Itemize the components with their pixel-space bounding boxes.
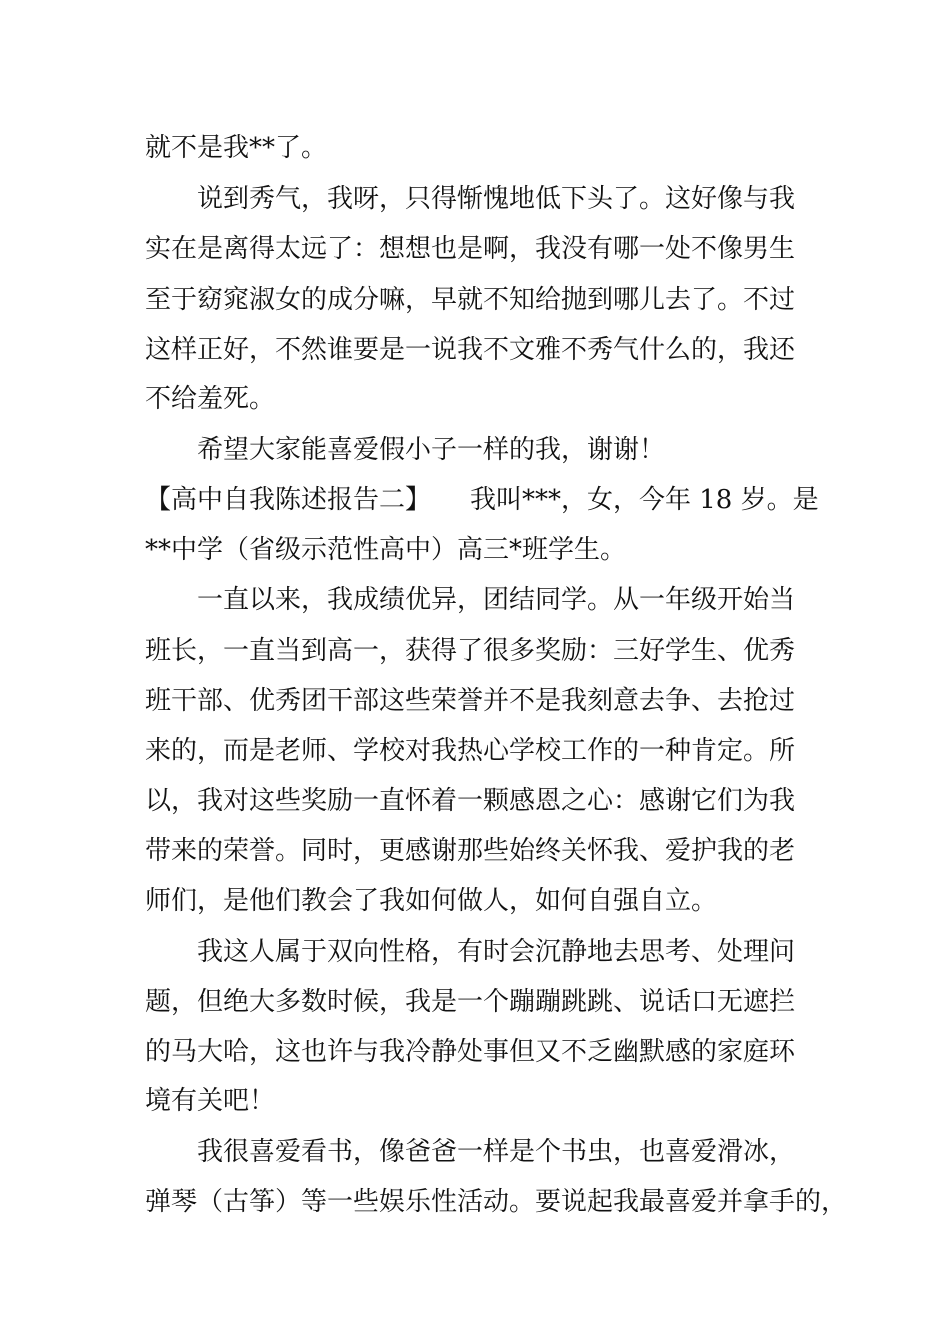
text-line-3: 实在是离得太远了：想想也是啊，我没有哪一处不像男生 — [145, 234, 796, 264]
text-line-10: 一直以来，我成绩优异，团结同学。从一年级开始当 — [197, 585, 796, 615]
text-line-4: 至于窈窕淑女的成分嘛，早就不知给抛到哪儿去了。不过 — [145, 285, 796, 315]
section-heading-line: 【高中自我陈述报告二】 我叫***，女，今年 18 岁。是 — [145, 485, 819, 515]
text-line-9: **中学（省级示范性高中）高三*班学生。 — [145, 535, 627, 565]
text-line-7: 希望大家能喜爱假小子一样的我，谢谢！ — [197, 435, 666, 465]
text-line-22: 弹琴（古筝）等一些娱乐性活动。要说起我最喜爱并拿手的， — [145, 1187, 848, 1217]
text-line-13: 来的，而是老师、学校对我热心学校工作的一种肯定。所 — [145, 736, 796, 766]
text-line-17: 我这人属于双向性格，有时会沉静地去思考、处理问 — [197, 937, 796, 967]
text-line-6: 不给羞死。 — [145, 384, 276, 414]
text-line-19: 的马大哈，这也许与我冷静处事但又不乏幽默感的家庭环 — [145, 1037, 796, 1067]
text-line-21: 我很喜爱看书，像爸爸一样是个书虫，也喜爱滑冰， — [197, 1137, 796, 1167]
text-line-18: 题，但绝大多数时候，我是一个蹦蹦跳跳、说话口无遮拦 — [145, 987, 796, 1017]
text-line-16: 师们，是他们教会了我如何做人，如何自强自立。 — [145, 886, 718, 916]
text-line-15: 带来的荣誉。同时，更感谢那些始终关怀我、爱护我的老 — [145, 836, 796, 866]
text-line-20: 境有关吧！ — [145, 1086, 276, 1116]
text-line-11: 班长，一直当到高一，获得了很多奖励：三好学生、优秀 — [145, 636, 796, 666]
text-line-14: 以，我对这些奖励一直怀着一颗感恩之心：感谢它们为我 — [145, 786, 796, 816]
text-line-5: 这样正好，不然谁要是一说我不文雅不秀气什么的，我还 — [145, 335, 796, 365]
text-line-2: 说到秀气，我呀，只得惭愧地低下头了。这好像与我 — [197, 184, 796, 214]
text-line-1: 就不是我**了。 — [145, 133, 328, 163]
text-line-12: 班干部、优秀团干部这些荣誉并不是我刻意去争、去抢过 — [145, 686, 796, 716]
